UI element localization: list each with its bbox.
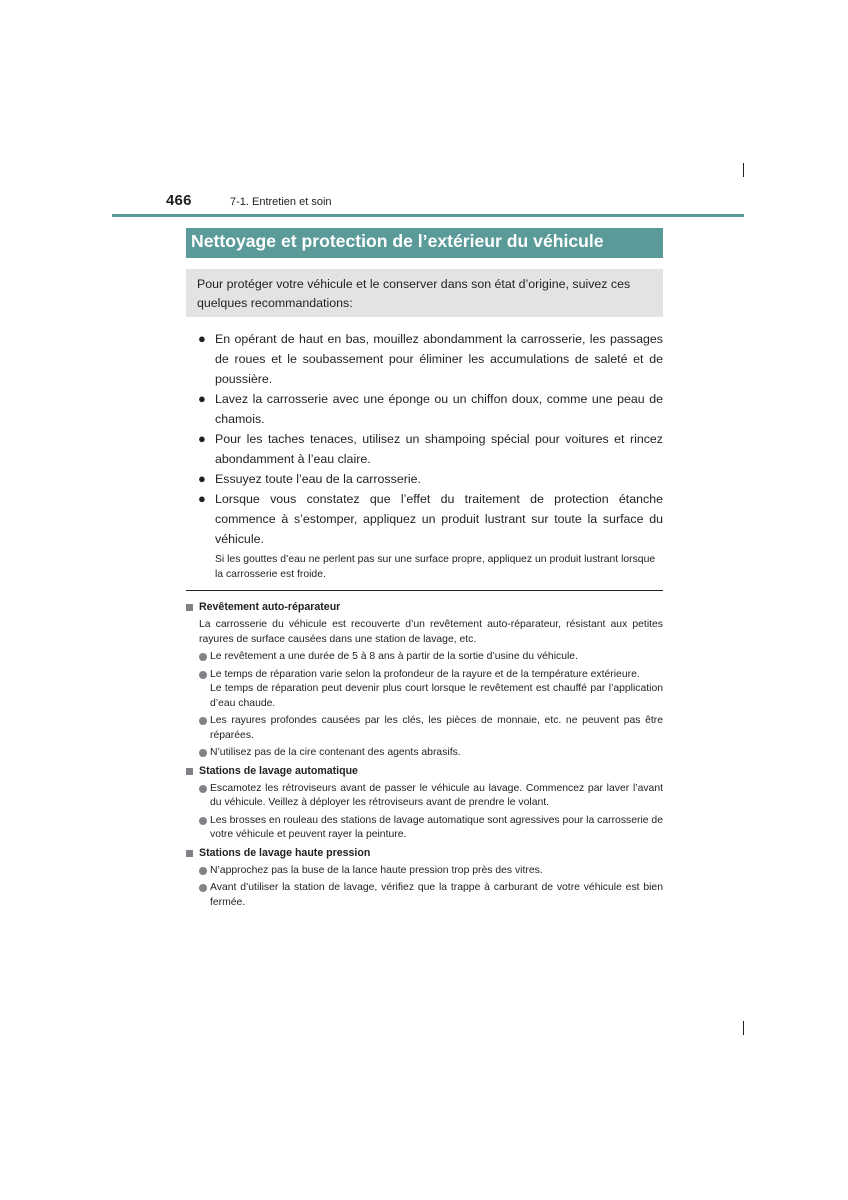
- note-item: Escamotez les rétroviseurs avant de passer le véhicule au lavage. Commencez par laver l’avant du véhicule. Veillez à déployer les rétroviseurs avant de prendre le volant.: [186, 782, 663, 811]
- dot-bullet-icon: [199, 749, 207, 757]
- main-note: Si les gouttes d’eau ne perlent pas sur une surface propre, appliquez un produit lustrant lorsque la carrosserie est froide.: [215, 554, 656, 580]
- bullet-icon: ●: [198, 491, 206, 506]
- dot-bullet-icon: [199, 653, 207, 661]
- note-item: Le temps de réparation varie selon la profondeur de la rayure et de la température extérieure. Le temps de réparation peut devenir plus court lorsque le revêtement est chauffé par l’application d’eau chaude.: [186, 668, 663, 712]
- section-label: 7-1. Entretien et soin: [230, 196, 332, 208]
- page-title: Nettoyage et protection de l’extérieur du véhicule: [186, 228, 663, 258]
- square-bullet-icon: [186, 768, 193, 775]
- notes-section: [186, 600, 663, 913]
- note-item: Les brosses en rouleau des stations de lavage automatique sont agressives pour la carrosserie de votre véhicule et peuvent rayer la peinture.: [186, 814, 663, 843]
- main-item: ● Lorsque vous constatez que l’effet du traitement de protection étanche commence à s’estomper, appliquez un produit lustrant sur toute la surface du véhicule.: [198, 491, 663, 546]
- main-item: ● Lavez la carrosserie avec une éponge ou un chiffon doux, comme une peau de chamois.: [198, 391, 663, 426]
- note-heading: Revêtement auto-réparateur: [186, 600, 663, 618]
- square-bullet-icon: [186, 604, 193, 611]
- note-item: Le revêtement a une durée de 5 à 8 ans à partir de la sortie d’usine du véhicule.: [186, 650, 663, 665]
- intro-box: [186, 269, 663, 317]
- bullet-icon: ●: [198, 331, 206, 346]
- bullet-icon: ●: [198, 391, 206, 406]
- dot-bullet-icon: [199, 817, 207, 825]
- note-item: Les rayures profondes causées par les clés, les pièces de monnaie, etc. ne peuvent pas être réparées.: [186, 714, 663, 743]
- note-item: Avant d’utiliser la station de lavage, vérifiez que la trappe à carburant de votre véhicule est bien fermée.: [186, 881, 663, 910]
- bullet-icon: ●: [198, 431, 206, 446]
- dot-bullet-icon: [199, 867, 207, 875]
- note-item: N’approchez pas la buse de la lance haute pression trop près des vitres.: [186, 864, 663, 879]
- dot-bullet-icon: [199, 884, 207, 892]
- section-divider: [186, 590, 663, 591]
- note-heading: Stations de lavage haute pression: [186, 846, 663, 864]
- square-bullet-icon: [186, 850, 193, 857]
- dot-bullet-icon: [199, 671, 207, 679]
- main-list: [198, 329, 663, 549]
- note-heading: Stations de lavage automatique: [186, 764, 663, 782]
- note-item-extra: Le temps de réparation peut devenir plus court lorsque le revêtement est chauffé par l’application d’eau chaude.: [210, 683, 663, 709]
- note-item: N’utilisez pas de la cire contenant des agents abrasifs.: [186, 746, 663, 761]
- main-item: ● Pour les taches tenaces, utilisez un shampoing spécial pour voitures et rincez abondamment à l’eau claire.: [198, 431, 663, 466]
- intro-text: Pour protéger votre véhicule et le conserver dans son état d’origine, suivez ces quelques recommandations:: [197, 277, 631, 310]
- note-body: La carrosserie du véhicule est recouverte d’un revêtement auto-réparateur, résistant aux petites rayures de surface causées dans une station de lavage, etc.: [199, 619, 663, 645]
- crop-mark-bottom: [743, 1021, 744, 1035]
- main-item: ● Essuyez toute l’eau de la carrosserie.: [198, 469, 663, 489]
- header-rule: [112, 214, 744, 217]
- bullet-icon: ●: [198, 471, 206, 486]
- crop-mark-top: [743, 163, 744, 177]
- dot-bullet-icon: [199, 717, 207, 725]
- page-number: 466: [166, 192, 192, 209]
- main-item: ● En opérant de haut en bas, mouillez abondamment la carrosserie, les passages de roues et le soubassement pour éliminer les accumulations de saleté et de poussière.: [198, 331, 663, 386]
- dot-bullet-icon: [199, 785, 207, 793]
